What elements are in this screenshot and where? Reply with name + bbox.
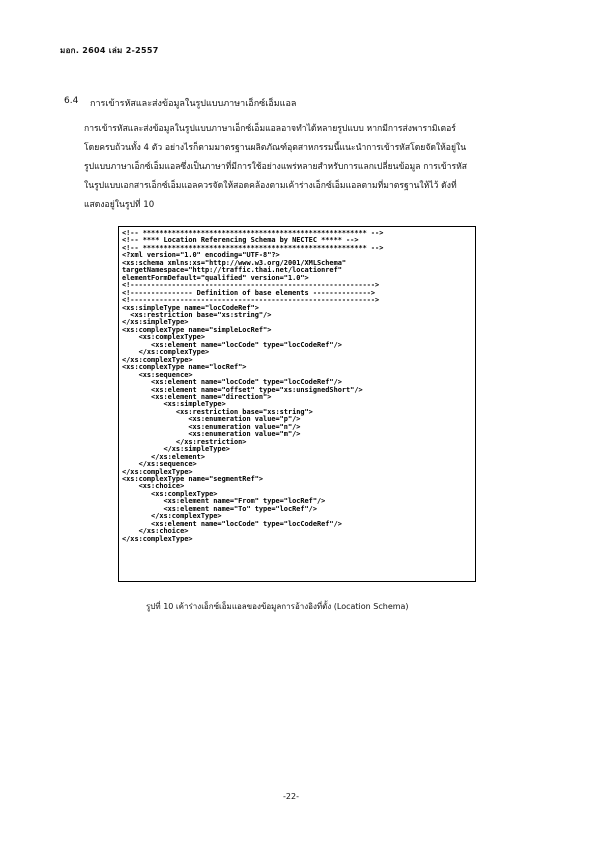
code-line: <!-- ****************************************************** --> <box>122 229 384 237</box>
code-line: <xs:element name="direction"> <box>122 392 272 401</box>
code-line: <!-----------------------------------------------------------> <box>122 296 380 305</box>
code-line: <xs:complexType name="segmentRef"> <box>122 474 264 483</box>
code-line: <xs:element name="From" type="locRef"/> <box>122 497 326 506</box>
code-line: </xs:sequence> <box>122 460 197 469</box>
code-line: <!-----------------------------------------------------------> <box>122 281 384 290</box>
document-header: มอก. 2604 เล่ม 2-2557 <box>60 46 159 55</box>
code-line: <xs:complexType name="simpleLocRef"> <box>122 325 272 334</box>
section-number: 6.4 <box>64 96 79 106</box>
code-line: <xs:element name="locCode" type="locCodeRef"/> <box>122 519 342 528</box>
code-line: <xs:complexType name="locRef"> <box>122 363 247 372</box>
paragraph-line: ในรูปแบบเอกสารเอ็กซ์เอ็มแอลควรจัดให้สอดคล้องตามเค้าร่างเอ็กซ์เอ็มแอลตามที่มาตรฐานให้ไว้ ดังที่ <box>84 181 457 191</box>
section-heading <box>64 96 296 110</box>
code-line: </xs:simpleType> <box>122 445 230 454</box>
xml-code-listing <box>122 230 475 543</box>
code-line: </xs:complexType> <box>122 467 193 476</box>
code-line: <xs:schema xmlns:xs="http://www.w3.org/2001/XMLSchema" <box>122 258 347 267</box>
code-line: <!-- ****************************************************** --> <box>122 243 384 252</box>
code-line: <xs:complexType> <box>122 333 205 342</box>
xml-schema-figure <box>118 226 476 582</box>
code-line: <xs:complexType> <box>122 489 218 498</box>
code-line: <xs:simpleType name="locCodeRef"> <box>122 303 259 312</box>
code-line: <xs:enumeration value="m"/> <box>122 430 301 439</box>
figure-caption: รูปที่ 10 เค้าร่างเอ็กซ์เอ็มแอลของข้อมูลการอ้างอิงที่ตั้ง (Location Schema) <box>146 602 409 611</box>
page-number: -22- <box>283 792 299 801</box>
code-line: </xs:choice> <box>122 527 189 536</box>
paragraph-line: การเข้ารหัสและส่งข้อมูลในรูปแบบภาษาเอ็กซ์เอ็มแอลอาจทำได้หลายรูปแบบ หากมีการส่งพารามิเตอร์ <box>84 124 456 134</box>
code-line: <!-- **** Location Referencing Schema by NECTEC ***** --> <box>122 236 359 245</box>
body-paragraph <box>84 120 544 215</box>
code-line: <xs:simpleType> <box>122 400 226 409</box>
code-line: elementFormDefault="qualified" version="1.0"> <box>122 273 309 282</box>
code-line: </xs:complexType> <box>122 355 193 364</box>
section-title: การเข้ารหัสและส่งข้อมูลในรูปแบบภาษาเอ็กซ์เอ็มแอล <box>90 99 297 109</box>
code-line: </xs:restriction> <box>122 437 247 446</box>
paragraph-line: รูปแบบภาษาเอ็กซ์เอ็มแอลซึ่งเป็นภาษาที่มีการใช้อย่างแพร่หลายสำหรับการแลกเปลี่ยนข้อมูล การเข้ารหัส <box>84 162 468 172</box>
paragraph-line: โดยครบถ้วนทั้ง 4 ตัว อย่างไรก็ตามมาตรฐานผลิตภัณฑ์อุตสาหกรรมนี้แนะนำการเข้ารหัสโดยจัดให้อยู่ใน <box>84 143 467 153</box>
code-line: targetNamespace="http://traffic.thai.net/locationref" <box>122 266 342 275</box>
code-line: <?xml version="1.0" encoding="UTF-8"?> <box>122 251 280 260</box>
code-line: <xs:enumeration value="n"/> <box>122 422 301 431</box>
paragraph-line: แสดงอยู่ในรูปที่ 10 <box>84 200 155 210</box>
code-line: </xs:simpleType> <box>122 318 189 327</box>
code-line: </xs:complexType> <box>122 348 210 357</box>
code-line: <xs:sequence> <box>122 370 193 379</box>
code-line: <xs:restriction base="xs:string"/> <box>122 310 272 319</box>
code-line: <xs:enumeration value="p"/> <box>122 415 301 424</box>
code-line: <xs:element name="locCode" type="locCodeRef"/> <box>122 378 342 387</box>
code-line: </xs:complexType> <box>122 512 222 521</box>
code-line: <xs:choice> <box>122 482 185 491</box>
code-line: <xs:element name="offset" type="xs:unsignedShort"/> <box>122 385 363 394</box>
code-line: <xs:element name="locCode" type="locCodeRef"/> <box>122 340 342 349</box>
code-line: </xs:element> <box>122 452 205 461</box>
code-line: <!--------------- Definition of base elements --------------> <box>122 288 376 297</box>
code-line: <xs:restriction base="xs:string"> <box>122 407 313 416</box>
code-line: </xs:complexType> <box>122 534 193 543</box>
code-line: <xs:element name="To" type="locRef"/> <box>122 504 317 513</box>
